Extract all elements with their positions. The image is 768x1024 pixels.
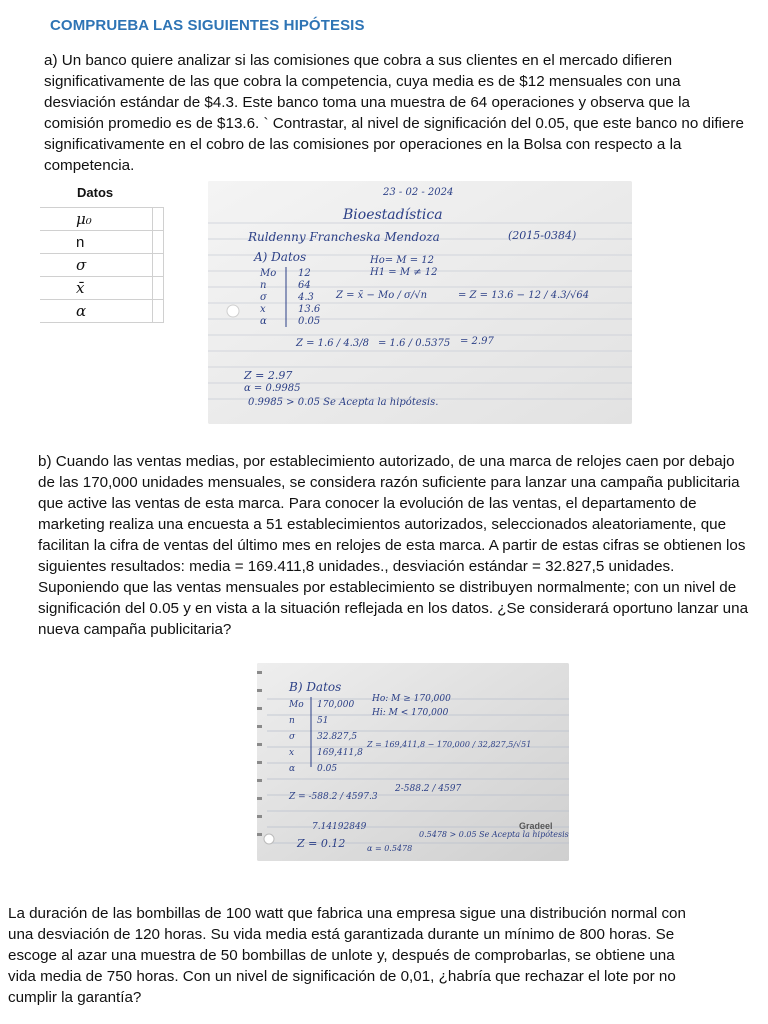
hw-b-step2: 2-588.2 / 4597 — [395, 784, 462, 794]
datos-symbol: α — [40, 300, 152, 323]
hw-b-val: 51 — [317, 716, 329, 726]
hw-a-step3: = 2.97 — [460, 336, 494, 347]
hw-a-val: 13.6 — [298, 304, 321, 315]
hw-a-sym: α — [260, 316, 267, 327]
hw-b-h0: Ho: M ≥ 170,000 — [372, 694, 451, 704]
hw-a-substitution: = Z = 13.6 − 12 / 4.3/√64 — [458, 290, 590, 301]
problem-a-text: a) Un banco quiere analizar si las comisiones que cobra a sus clientes en el mercado difieren significativamente de las que cobra la competencia, cuya media es de $12 mensuales con una desviación estándar de $4.3. Este banco toma una muestra de 64 operaciones y observa que la comisión promedio es de $13.6. ` Contrastar, al nivel de significación del 0.05, que este banco no difiere significativamente en el cobro de las comisiones por operaciones en la Bolsa con respecto a la competencia. — [44, 52, 744, 174]
hw-a-step1: Z = 1.6 / 4.3/8 — [296, 338, 369, 349]
hw-a-h1: H1 = M ≠ 12 — [370, 267, 438, 278]
datos-table-title: Datos — [77, 185, 114, 200]
hw-a-sym: Mo — [260, 268, 277, 279]
datos-row — [40, 231, 163, 254]
hw-b-h1: Hi: M < 170,000 — [372, 708, 449, 718]
datos-table — [40, 207, 164, 323]
hw-a-name: Ruldenny Francheska Mendoza — [248, 230, 440, 244]
datos-value-cell — [152, 277, 163, 300]
hw-b-sym: σ — [289, 732, 296, 742]
datos-value-cell — [152, 208, 163, 231]
hw-a-id: (2015-0384) — [508, 229, 577, 242]
hw-a-subject: Bioestadística — [343, 207, 443, 223]
hw-b-val: 169,411,8 — [317, 748, 363, 758]
datos-row — [40, 208, 163, 231]
datos-row — [40, 254, 163, 277]
hw-b-sym: x — [289, 748, 295, 758]
hw-a-val: 4.3 — [298, 292, 314, 303]
hw-a-result1: Z = 2.97 — [244, 369, 293, 382]
problem-c-text: La duración de las bombillas de 100 watt que fabrica una empresa sigue una distribución normal con una desviación de 120 horas. Su vida media está garantizada durante un mínimo de 800 horas. Se escoge al azar una muestra de 50 bombillas de unlote y, después de comprobarlas, se obtiene una vida media de 750 horas. Con un nivel de significación de 0,01, ¿habría que rechazar el lote por no cumplir la garantía? — [8, 905, 686, 1006]
handwritten-solution-a-photo — [208, 181, 632, 424]
hw-a-conclusion: 0.9985 > 0.05 Se Acepta la hipótesis. — [248, 397, 439, 408]
hw-a-sym: x — [260, 304, 266, 315]
hw-b-result1: Z = 0.12 — [297, 837, 346, 850]
hw-b-sym: α — [289, 764, 296, 774]
hw-a-val: 12 — [298, 268, 311, 279]
hw-a-sym: n — [260, 280, 267, 291]
datos-symbol: n — [40, 231, 152, 254]
hw-b-sym: n — [289, 716, 295, 726]
hw-a-date: 23 - 02 - 2024 — [383, 187, 454, 198]
hw-a-result2: α = 0.9985 — [244, 383, 301, 394]
hw-b-val: 0.05 — [317, 764, 338, 774]
datos-row — [40, 300, 163, 323]
datos-symbol: μ₀ — [40, 208, 152, 231]
datos-symbol: x̄ — [40, 277, 152, 300]
hw-b-section: B) Datos — [289, 680, 342, 694]
hw-a-sym: σ — [260, 292, 267, 303]
problem-b-text: b) Cuando las ventas medias, por establecimiento autorizado, de una marca de relojes caen por debajo de las 170,000 unidades mensuales, se considera razón suficiente para lanzar una campaña publicitaria que active las ventas de esta marca. Para conocer la evolución de las ventas, el departamento de marketing realiza una encuesta a 51 establecimientos autorizados, seleccionados aleatoriamente, que facilitan la cifra de ventas del último mes en relojes de esta marca. A partir de estas cifras se obtienen los siguientes resultados: media = 169.411,8 unidades., desviación estándar = 32.827,5 unidades. Suponiendo que las ventas mensuales por establecimiento se distribuyen normalmente; con un nivel de significación del 0.05 y en vista a la situación reflejada en los datos. ¿Se considerará oportuno lanzar una nueva campaña publicitaria? — [38, 453, 749, 638]
hw-b-result2: α = 0.5478 — [367, 844, 413, 853]
hw-a-formula: Z = x̄ − Mo / σ/√n — [336, 290, 428, 301]
datos-value-cell — [152, 231, 163, 254]
datos-value-cell — [152, 300, 163, 323]
hw-a-section: A) Datos — [254, 250, 307, 264]
datos-symbol: σ — [40, 254, 152, 277]
hw-a-val: 64 — [298, 280, 311, 291]
hw-b-val: 170,000 — [317, 700, 355, 710]
hw-a-val: 0.05 — [298, 316, 321, 327]
handwritten-solution-b-photo — [257, 663, 569, 861]
hw-b-watermark: Gradeel — [519, 821, 553, 831]
hw-b-sym: Mo — [289, 700, 304, 710]
datos-row — [40, 277, 163, 300]
page-heading: COMPRUEBA LAS SIGUIENTES HIPÓTESIS — [50, 17, 365, 34]
hw-b-step1: Z = -588.2 / 4597.3 — [289, 792, 378, 802]
datos-value-cell — [152, 254, 163, 277]
hw-b-val: 32.827,5 — [317, 732, 358, 742]
hw-a-h0: Ho= M = 12 — [370, 255, 434, 266]
hw-b-formula: Z = 169,411,8 − 170,000 / 32,827,5/√51 — [367, 740, 532, 749]
hw-b-conclusion: 0.5478 > 0.05 Se Acepta la hipótesis — [419, 830, 569, 839]
hw-a-step2: = 1.6 / 0.5375 — [378, 338, 451, 349]
hw-b-step3: 7.14192849 — [312, 822, 367, 832]
